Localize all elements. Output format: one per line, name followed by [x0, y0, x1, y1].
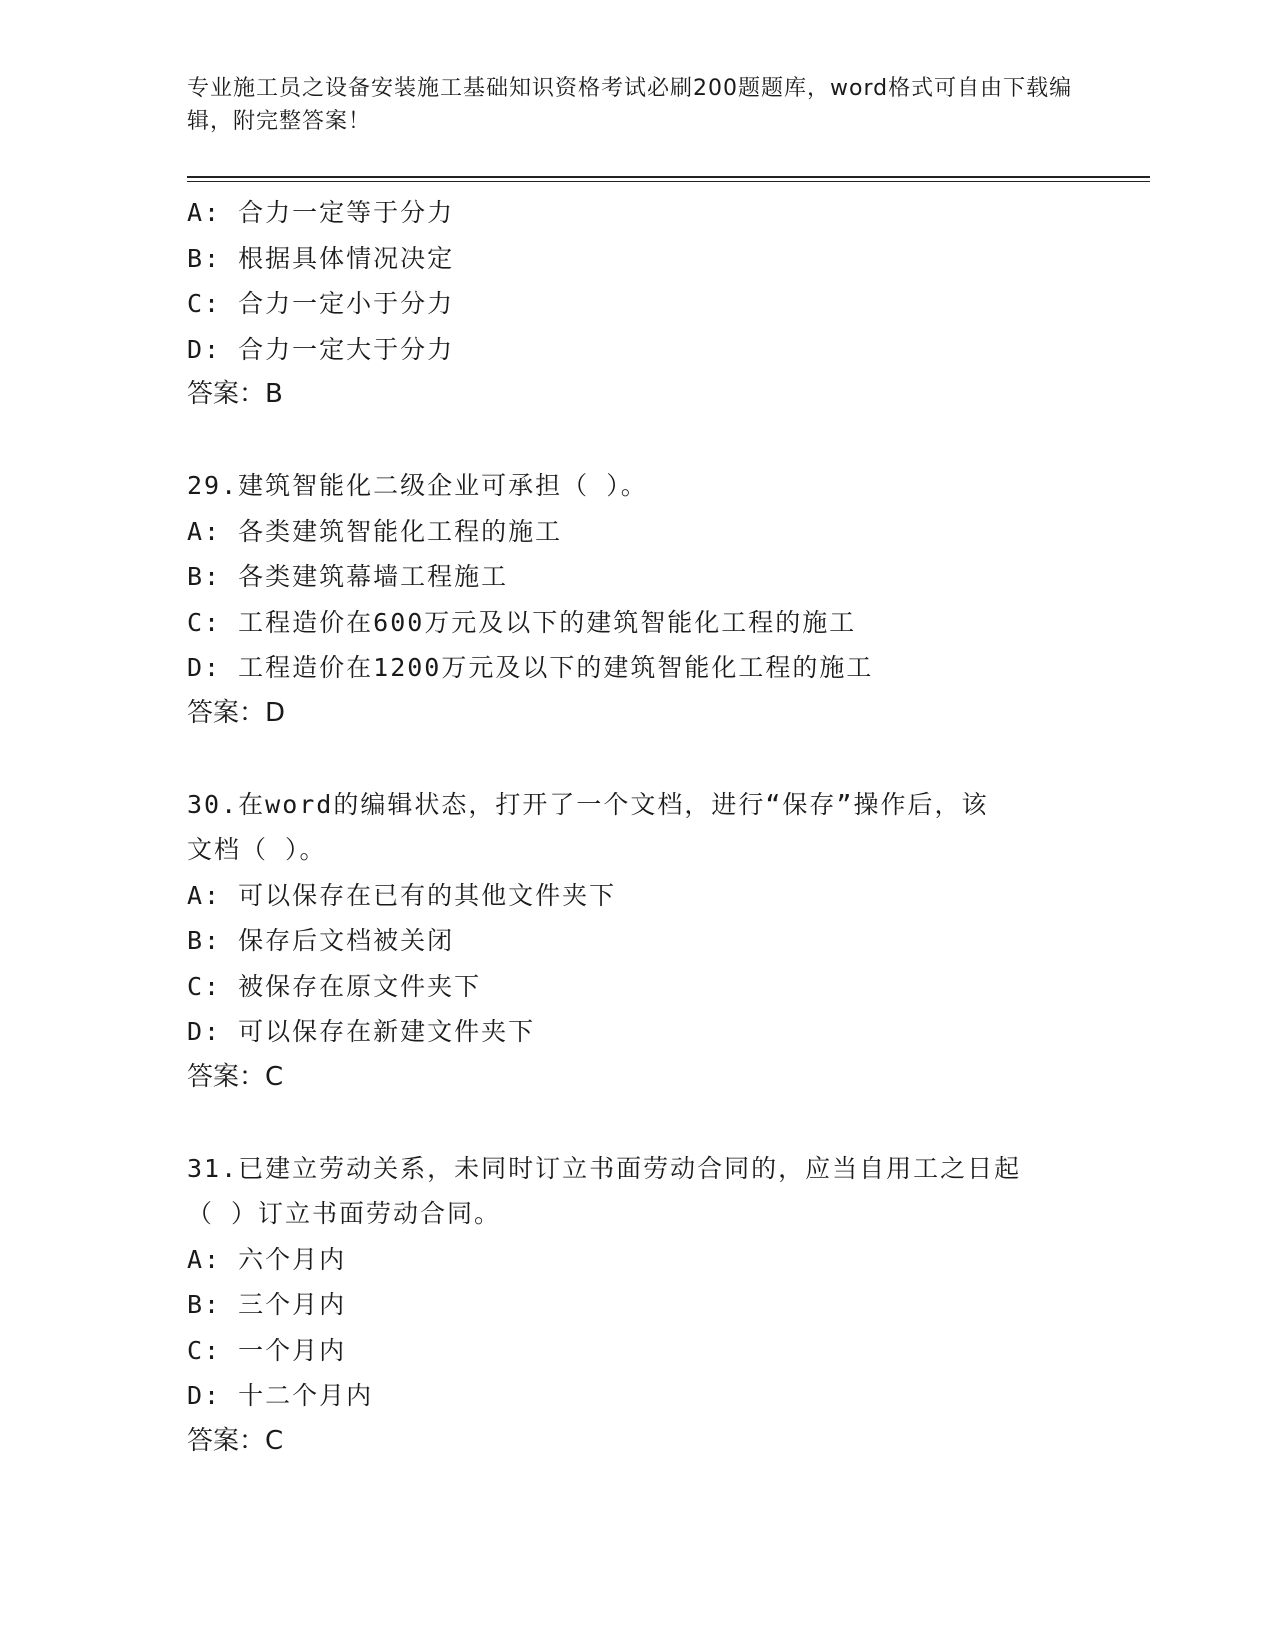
option-b: B: 保存后文档被关闭 [187, 926, 455, 955]
option-c: C: 被保存在原文件夹下 [187, 971, 482, 1001]
header-rule-thin [187, 181, 1150, 182]
option-b: B: 根据具体情况决定 [187, 243, 455, 273]
option-c: C: 合力一定小于分力 [187, 289, 455, 318]
option-a: A: 合力一定等于分力 [187, 198, 455, 227]
option-b: B: 三个月内 [187, 1290, 347, 1319]
header-rule-thick [187, 176, 1150, 178]
option-d: D: 可以保存在新建文件夹下 [187, 1017, 536, 1046]
answer: 答案：C [187, 1425, 284, 1456]
option-d: D: 合力一定大于分力 [187, 334, 455, 364]
option-a: A: 各类建筑智能化工程的施工 [187, 516, 563, 546]
spacer [187, 736, 1147, 782]
continued-question [187, 190, 1147, 418]
option-a: A: 六个月内 [187, 1244, 347, 1274]
question-31 [187, 1146, 1147, 1465]
question-29 [187, 463, 1147, 736]
option-d: D: 工程造价在1200万元及以下的建筑智能化工程的施工 [187, 653, 874, 682]
question-text: 30.在word的编辑状态，打开了一个文档，进行“保存”操作后，该 [187, 789, 989, 819]
question-text: 29.建筑智能化二级企业可承担（ ）。 [187, 471, 648, 500]
option-a: A: 可以保存在已有的其他文件夹下 [187, 880, 617, 910]
question-content [187, 190, 1147, 1464]
option-b: B: 各类建筑幕墙工程施工 [187, 562, 509, 591]
question-30 [187, 782, 1147, 1101]
question-text: 31.已建立劳动关系，未同时订立书面劳动合同的，应当自用工之日起 [187, 1153, 1022, 1183]
answer: 答案：B [187, 379, 283, 409]
question-text-continued: （ ）订立书面劳动合同。 [187, 1199, 502, 1228]
answer: 答案：D [187, 697, 286, 728]
option-c: C: 一个月内 [187, 1335, 347, 1365]
answer: 答案：C [187, 1061, 284, 1092]
document-header: 专业施工员之设备安装施工基础知识资格考试必刷200题题库，word格式可自由下载编辑，附完整答案！ [187, 76, 1073, 134]
option-d: D: 十二个月内 [187, 1381, 374, 1410]
spacer [187, 418, 1147, 464]
spacer [187, 1100, 1147, 1146]
question-text-continued: 文档（ ）。 [187, 835, 327, 864]
option-c: C: 工程造价在600万元及以下的建筑智能化工程的施工 [187, 607, 857, 637]
